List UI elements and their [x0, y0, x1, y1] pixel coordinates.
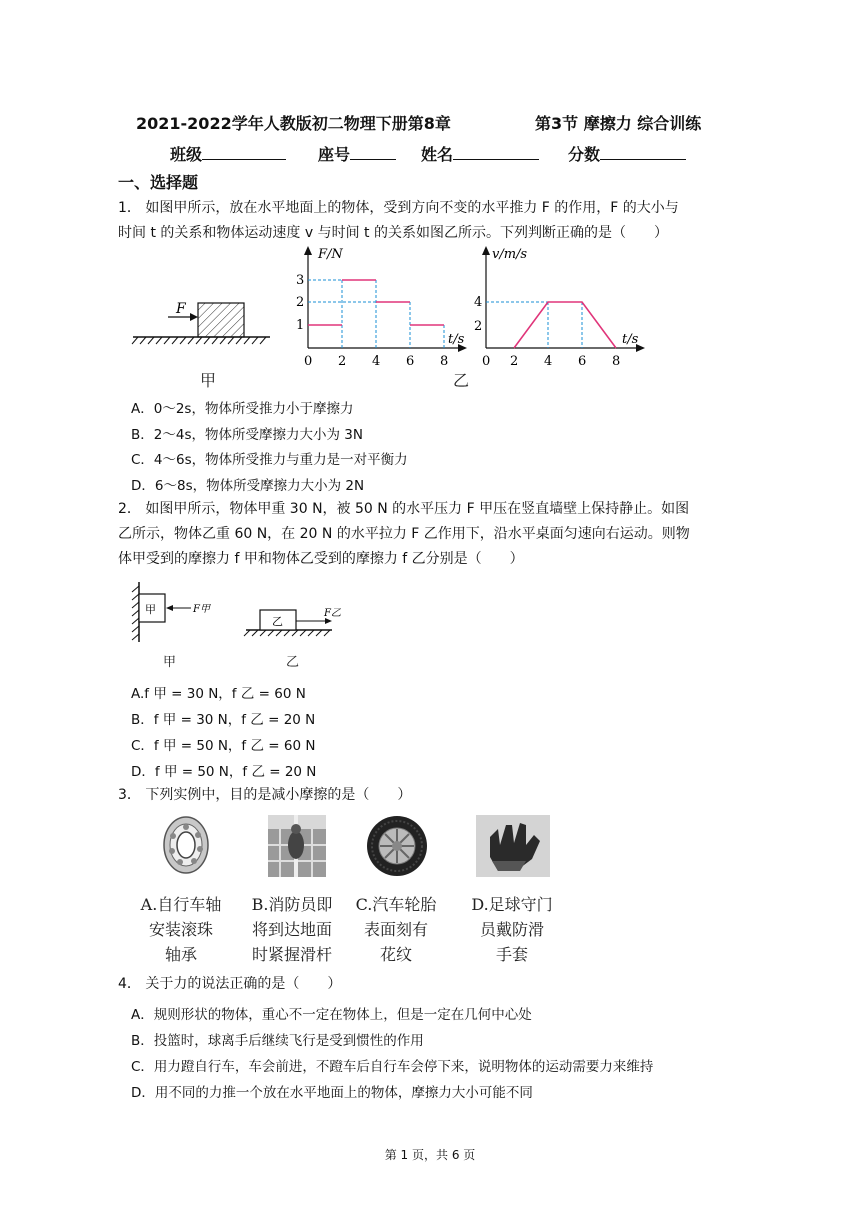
graph1-xtick: 2	[338, 354, 347, 368]
q3-item-c[interactable]: C.汽车轮胎 表面刻有 花纹	[355, 895, 437, 964]
q2-option-d[interactable]: D．f 甲 = 50 N，f 乙 = 20 N	[131, 764, 317, 780]
q4-stem: 4． 关于力的说法正确的是（ ）	[118, 976, 342, 992]
q1-graph-velocity	[472, 243, 647, 368]
q3-item-d[interactable]: D.足球守门 员戴防滑 手套	[471, 895, 553, 964]
graph1-xtick: 0	[304, 354, 313, 368]
q4-option-b[interactable]: B．投篮时，球离手后继续飞行是受到惯性的作用	[131, 1033, 424, 1049]
graph1-xtick: 8	[440, 354, 449, 368]
document-subtitle: 第3节 摩擦力 综合训练	[535, 114, 702, 133]
q2-caption-yi: 乙	[286, 655, 300, 670]
force-yi-label: F乙	[324, 608, 341, 619]
graph2-ylabel: v/m/s	[492, 247, 528, 262]
document-title: 2021-2022学年人教版初二物理下册第8章	[136, 114, 451, 133]
q4-option-a[interactable]: A．规则形状的物体，重心不一定在物体上，但是一定在几何中心处	[131, 1007, 532, 1023]
tire-image	[366, 815, 428, 877]
q2-option-b[interactable]: B．f 甲 = 30 N，f 乙 = 20 N	[131, 712, 316, 728]
graph1-xtick: 6	[406, 354, 415, 368]
q2-caption-jia: 甲	[163, 655, 177, 670]
graph2-xtick: 2	[510, 354, 519, 368]
firefighter-pole-image	[268, 815, 326, 877]
q2-figure-yi	[240, 600, 360, 645]
score-field: 分数	[568, 142, 686, 165]
graph1-xlabel: t/s	[448, 332, 465, 347]
graph2-xlabel: t/s	[622, 332, 639, 347]
force-label: F	[176, 301, 186, 317]
graph2-xtick: 6	[578, 354, 587, 368]
q2-figure-jia	[123, 580, 228, 645]
q1-option-c[interactable]: C．4～6s，物体所受推力与重力是一对平衡力	[131, 452, 408, 468]
force-jia-label: F甲	[193, 604, 210, 615]
class-field: 班级	[170, 142, 286, 165]
q1-stem: 1． 如图甲所示，放在水平地面上的物体，受到方向不变的水平推力 F 的作用，F 的大小与 时间 t 的关系和物体运动速度 v 与时间 t 的关系如图乙所示。下列判断正确的是（ ）	[118, 200, 679, 241]
seat-field: 座号	[318, 142, 396, 165]
graph2-xtick: 8	[612, 354, 621, 368]
box-yi-label: 乙	[272, 615, 283, 628]
graph2-xtick: 4	[544, 354, 553, 368]
graph2-xtick: 0	[482, 354, 491, 368]
box-jia-label: 甲	[145, 603, 156, 616]
q1-option-d[interactable]: D．6～8s，物体所受摩擦力大小为 2N	[131, 478, 365, 494]
q1-caption-yi: 乙	[453, 371, 470, 390]
q4-option-c[interactable]: C．用力蹬自行车，车会前进，不蹬车后自行车会停下来，说明物体的运动需要力来维持	[131, 1059, 654, 1075]
q2-option-a[interactable]: A.f 甲 = 30 N，f 乙 = 60 N	[131, 686, 306, 702]
q1-option-b[interactable]: B．2～4s，物体所受摩擦力大小为 3N	[131, 427, 363, 443]
graph2-ytick: 4	[474, 295, 483, 310]
graph1-ytick: 1	[296, 318, 305, 333]
name-field: 姓名	[421, 142, 539, 165]
q1-option-a[interactable]: A．0～2s，物体所受推力小于摩擦力	[131, 401, 354, 417]
graph1-ytick: 2	[296, 295, 305, 310]
graph2-ytick: 2	[474, 319, 483, 334]
q1-graph-force	[292, 243, 467, 368]
q4-option-d[interactable]: D．用不同的力推一个放在水平地面上的物体，摩擦力大小可能不同	[131, 1085, 533, 1101]
q3-item-a[interactable]: A.自行车轴 安装滚珠 轴承	[140, 895, 222, 964]
q2-stem: 2． 如图甲所示，物体甲重 30 N，被 50 N 的水平压力 F 甲压在竖直墙壁上保持静止。如图 乙所示，物体乙重 60 N，在 20 N 的水平拉力 F 乙作用下，沿水平桌面匀速向右运动。则物 体甲受到的摩擦力 f 甲和物体乙受到的摩擦力 f 乙分别是（ ）	[118, 501, 690, 567]
q2-option-c[interactable]: C．f 甲 = 50 N，f 乙 = 60 N	[131, 738, 316, 754]
goalkeeper-glove-image	[476, 815, 550, 877]
q1-figure-jia	[128, 295, 278, 345]
q3-item-b[interactable]: B.消防员即 将到达地面 时紧握滑杆	[251, 895, 333, 964]
section-heading: 一、选择题	[118, 173, 199, 192]
graph1-ylabel: F/N	[318, 247, 343, 262]
q3-stem: 3． 下列实例中，目的是减小摩擦的是（ ）	[118, 787, 412, 803]
q1-caption-jia: 甲	[200, 371, 217, 390]
graph1-xtick: 4	[372, 354, 381, 368]
page-footer: 第 1 页，共 6 页	[384, 1148, 476, 1162]
graph1-ytick: 3	[296, 273, 305, 288]
bearing-image	[160, 815, 212, 875]
